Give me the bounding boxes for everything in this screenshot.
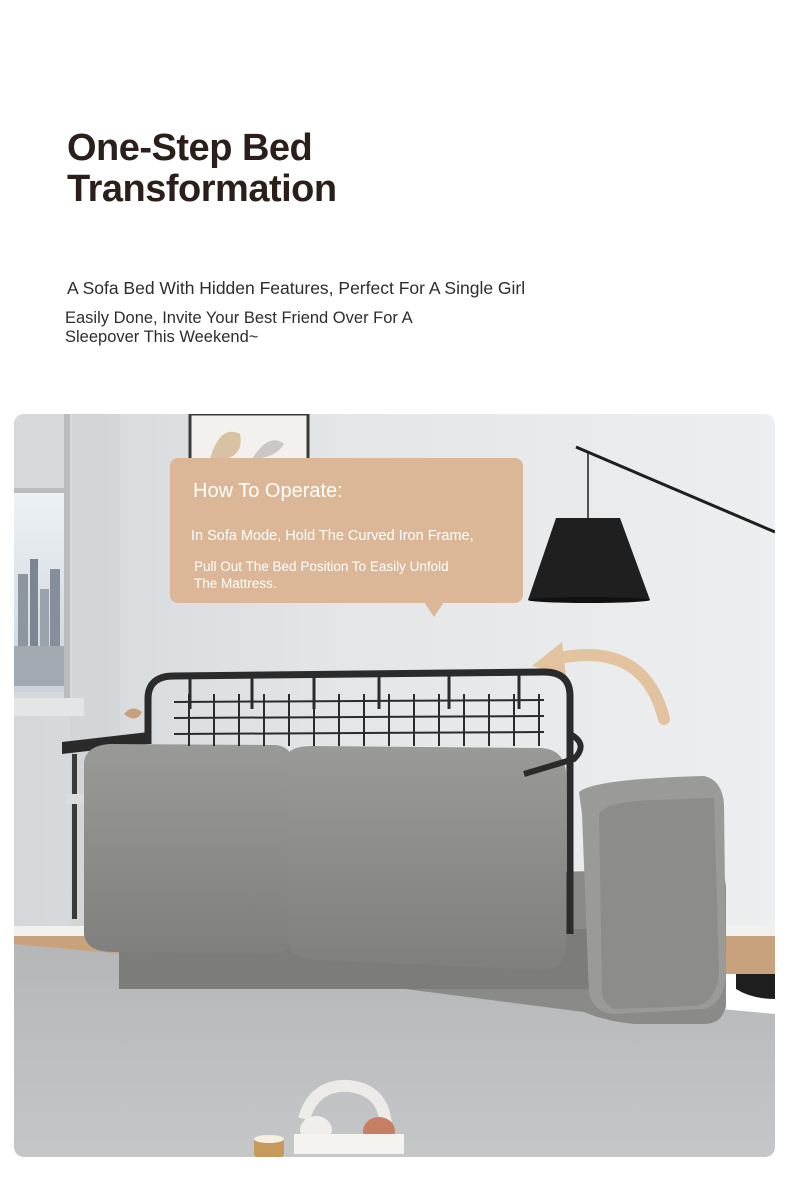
description: Easily Done, Invite Your Best Friend Over For A Sleepover This Weekend~ — [65, 309, 412, 346]
sofa-bed — [84, 744, 726, 1024]
wall-art — [190, 414, 308, 464]
product-photo — [14, 414, 775, 1157]
instruction-title: How To Operate: — [193, 480, 343, 502]
candle — [254, 1135, 284, 1157]
subtitle: A Sofa Bed With Hidden Features, Perfect For A Single Girl — [67, 278, 526, 298]
instruction-line-2: Pull Out The Bed Position To Easily Unfold The Mattress. — [194, 559, 449, 591]
instruction-bubble — [170, 458, 523, 603]
page-title: One-Step Bed Transformation — [67, 127, 337, 210]
instruction-line-1: In Sofa Mode, Hold The Curved Iron Frame, — [191, 528, 474, 544]
